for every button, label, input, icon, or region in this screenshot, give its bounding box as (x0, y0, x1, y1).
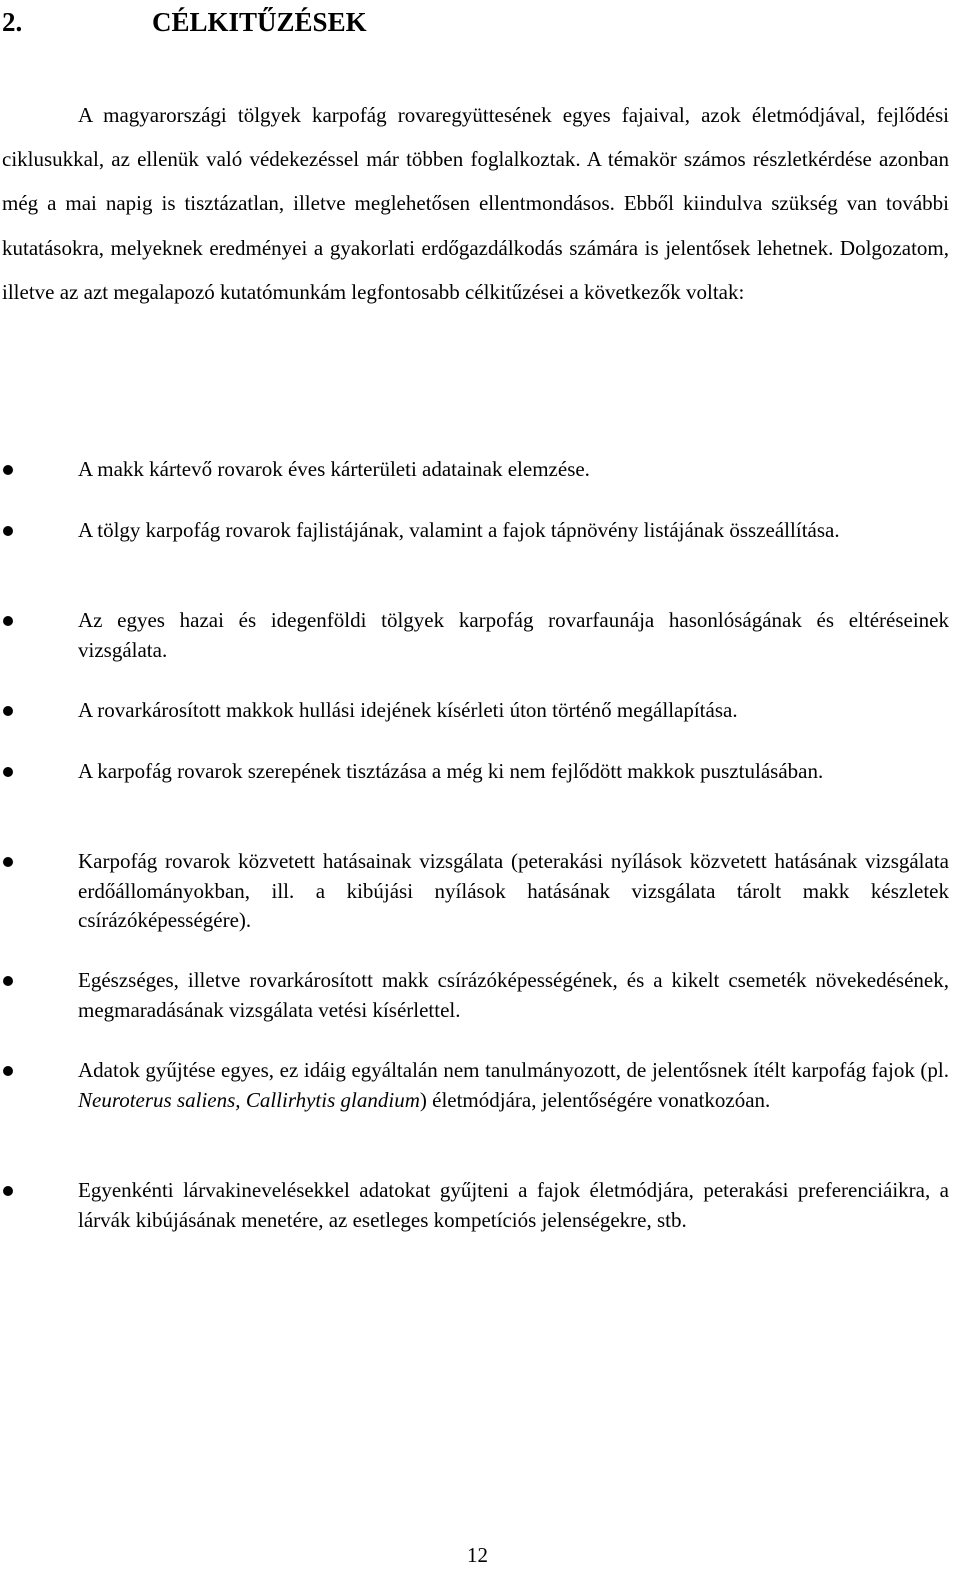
goal-text: Egészséges, illetve rovarkárosított makk csírázóképességének, és a kikelt csemeték növekedésének, megmaradásának vizsgálata vetési kísérlettel. (78, 968, 949, 1022)
bullet-icon (3, 1066, 13, 1076)
goal-text: A tölgy karpofág rovarok fajlistájának, valamint a fajok tápnövény listájának összeállítása. (78, 518, 840, 542)
goal-text: Az egyes hazai és idegenföldi tölgyek karpofág rovarfaunája hasonlóságának és eltéréseinek vizsgálata. (78, 608, 949, 662)
page-number: 12 (467, 1543, 488, 1567)
bullet-icon (3, 1186, 13, 1196)
goal-text: Karpofág rovarok közvetett hatásainak vizsgálata (peterakási nyílások közvetett hatásának vizsgálata erdőállományokban, ill. a kibújási nyílások hatásának vizsgálata tárolt makk készletek csírázóképességére). (78, 849, 949, 932)
bullet-icon (3, 706, 13, 716)
goal-text: A karpofág rovarok szerepének tisztázása a még ki nem fejlődött makkok pusztulásában. (78, 759, 824, 783)
bullet-icon (3, 616, 13, 626)
bullet-icon (3, 976, 13, 986)
section-number: 2. (2, 7, 23, 37)
intro-paragraph: A magyarországi tölgyek karpofág rovaregyüttesének egyes fajaival, azok életmódjával, fejlődési ciklusukkal, az ellenük való védekezéssel már többen foglalkoztak. A témakör számos részletkérdése azonban még a mai napig is tisztázatlan, illetve meglehetősen ellentmondásos. Ebből kiindulva szükség van további kutatásokra, melyeknek eredményei a gyakorlati erdőgazdálkodás számára is jelentősek lehetnek. Dolgozatom, illetve az azt megalapozó kutatómunkám legfontosabb célkitűzései a következők voltak: (2, 103, 949, 304)
goal-text (78, 1056, 949, 1115)
goal-text: A makk kártevő rovarok éves kárterületi adatainak elemzése. (78, 457, 590, 481)
goal-text: A rovarkárosított makkok hullási idejének kísérleti úton történő megállapítása. (78, 698, 738, 722)
bullet-icon (3, 767, 13, 777)
section-heading (2, 4, 367, 40)
species-name: Neuroterus saliens, (78, 1087, 241, 1112)
section-title: CÉLKITŰZÉSEK (152, 7, 367, 37)
goal-text-after: ) életmódjára, jelentőségére vonatkozóan. (419, 1087, 771, 1112)
goal-text-before: Adatok gyűjtése egyes, ez idáig egyáltalán nem tanulmányozott, de jelentősnek ítélt karpofág fajok (pl. (78, 1058, 949, 1082)
bullet-icon (3, 526, 13, 536)
species-name: Callirhytis glandium (245, 1087, 420, 1112)
goal-text: Egyenkénti lárvakinevelésekkel adatokat gyűjteni a fajok életmódjára, peterakási preferenciáikra, a lárvák kibújásának menetére, az esetleges kompetíciós jelenségekre, stb. (78, 1178, 949, 1232)
bullet-icon (3, 465, 13, 475)
bullet-icon (3, 857, 13, 867)
